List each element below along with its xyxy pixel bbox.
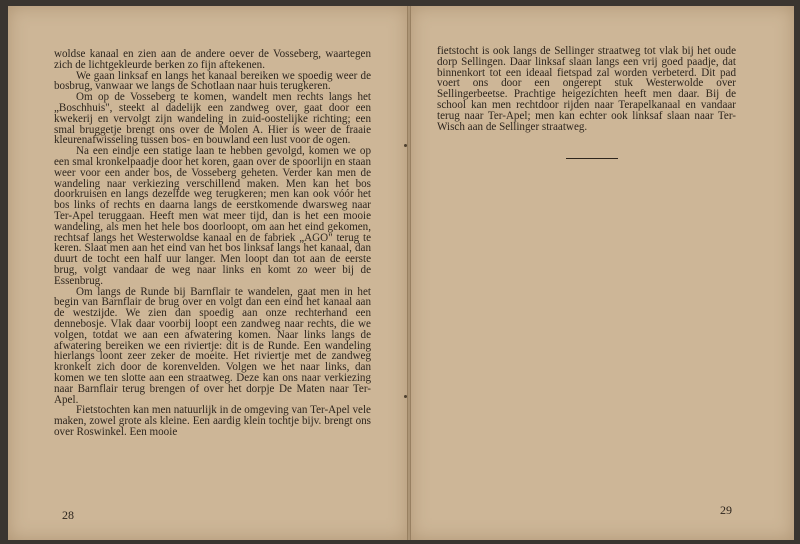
page-number-right: 29 — [720, 503, 732, 517]
paragraph: Na een eindje een statige laan te hebben gevolgd, komen we op een smal kronkelpaadje door het koren, gaan over de spoorlijn en staan weer voor een ander bos, de Vosseberg geheten. Verder kan men de wandeling naar verkiezing verschillend maken. Men kan het bos doorkruisen en langs dezelfde weg terugkeren; men kan ook vóór het bos links of rechts en daarna langs de eerstkomende dwarsweg naar Ter-Apel teruggaan. Heeft men wat meer tijd, dan is het een mooie wandeling, als men het hele bos doorloopt, om aan het eind gekomen, rechtsaf langs het Westerwoldse kanaal en de fabriek „AGO" terug te keren. Slaat men aan het eind van het bos linksaf langs het kanaal, dan duurt de tocht een half uur langer. Men loopt dan tot aan de eerste brug, volgt vandaar de weg naar links en komt zo weer bij de Essenbrug. — [54, 145, 371, 287]
book-gutter — [407, 6, 411, 540]
paragraph: Om op de Vosseberg te komen, wandelt men rechts langs het „Boschhuis", steekt al dadelijk een zandweg over, gaat door een kwekerij en vervolgt zijn wandeling in zuid-oostelijke richting; een smal bruggetje brengt ons over de Molen A. Hier is weer de fraaie kleurenafwisseling tussen bos- en bouwland een lust voor de ogen. — [54, 91, 371, 147]
left-page-body — [54, 49, 371, 438]
binding-hole-dot — [404, 144, 407, 147]
section-divider — [566, 158, 618, 159]
page-number-left: 28 — [62, 508, 74, 522]
paragraph: fietstocht is ook langs de Sellinger straatweg tot vlak bij het oude dorp Sellingen. Daar linksaf slaan langs een vrij goed paadje, dat binnenkort tot een ideaal fietspad zal worden verbeterd. Dit pad voert ons door een ongerept stuk Westerwolde over Sellingerbeetse. Prachtige heigezichten heeft men daar. Bij de school kan men rechtdoor rijden naar Terapelkanaal en vandaar terug naar Ter-Apel; men kan echter ook linksaf slaan naar Ter-Wisch aan de Sellinger straatweg. — [437, 45, 736, 133]
binding-hole-dot — [404, 395, 407, 398]
paragraph: woldse kanaal en zien aan de andere oever de Vosseberg, waartegen zich de lichtgekleurde berken zo fijn aftekenen. — [54, 48, 371, 71]
paragraph: Fietstochten kan men natuurlijk in de omgeving van Ter-Apel vele maken, zowel grote als kleine. Een aardig klein tochtje bijv. brengt ons over Roswinkel. Een mooie — [54, 404, 371, 438]
right-page-body — [437, 46, 736, 132]
paragraph: We gaan linksaf en langs het kanaal bereiken we spoedig weer de bosbrug, vanwaar we langs de Schotlaan naar huis terugkeren. — [54, 69, 371, 93]
paragraph: Om langs de Runde bij Barnflair te wandelen, gaat men in het begin van Barnflair de brug over en volgt dan een eind het kanaal aan de westzijde. We zien dan spoedig aan onze rechterhand een dennebosje. Vlak daar voorbij loopt een zandweg naar rechts, die we volgen, totdat we aan een afwatering komen. Naar links langs de afwatering bereiken we een riviertje: dit is de Runde. Een wandeling hierlangs loont zeer zeker de moeite. Het riviertje met de zandweg kronkelt zich door de korenvelden. Volgen we het naar links, dan komen we ten slotte aan een straatweg. Deze kan ons naar verkiezing naar Barnflair terug brengen of over het dorpje De Maten naar Ter-Apel. — [54, 285, 371, 406]
